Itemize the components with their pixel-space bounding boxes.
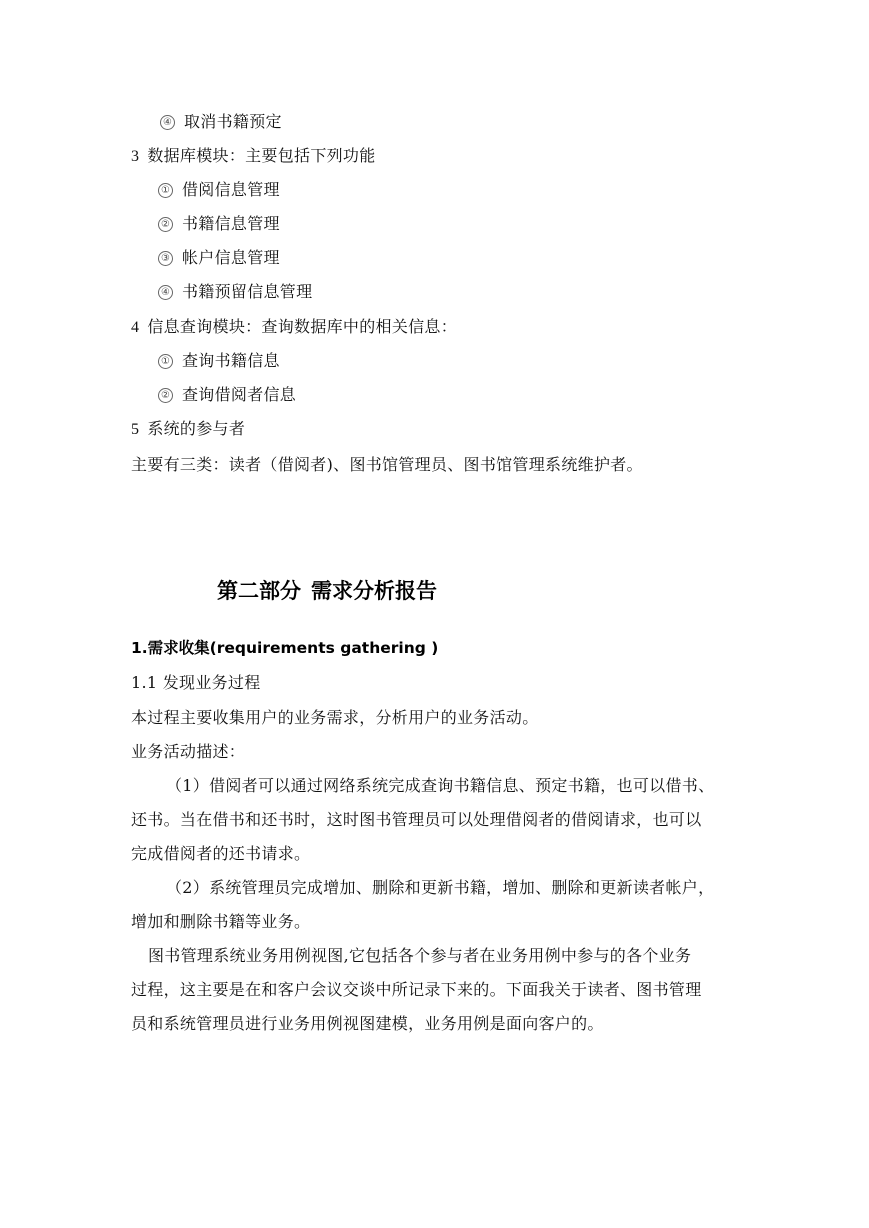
paragraph-line: 还书。当在借书和还书时，这时图书管理员可以处理借阅者的借阅请求，也可以 — [131, 810, 702, 829]
paragraph-line: 增加和删除书籍等业务。 — [131, 912, 311, 931]
section-heading-4 — [131, 317, 457, 338]
paragraph-line: （1）借阅者可以通过网络系统完成查询书籍信息、预定书籍，也可以借书、 — [166, 776, 715, 795]
section-title: 信息查询模块：查询数据库中的相关信息： — [147, 317, 458, 336]
part-label: 第二部分 — [217, 579, 301, 603]
list-item-text: 查询借阅者信息 — [182, 385, 297, 404]
paragraph-line: 图书管理系统业务用例视图,它包括各个参与者在业务用例中参与的各个业务 — [148, 946, 692, 965]
list-item — [160, 112, 282, 132]
list-item — [158, 282, 312, 302]
paragraph-line: 过程，这主要是在和客户会议交谈中所记录下来的。下面我关于读者、图书管理 — [131, 980, 702, 999]
sub-section-title: 1.1 发现业务过程 — [131, 673, 261, 692]
list-item-text: 查询书籍信息 — [182, 351, 280, 370]
circled-number-icon: ① — [158, 354, 173, 369]
circled-number-icon: ③ — [158, 251, 173, 266]
list-item-text: 借阅信息管理 — [182, 180, 280, 199]
paragraph-line: 完成借阅者的还书请求。 — [131, 844, 311, 863]
circled-number-icon: ④ — [158, 285, 173, 300]
section-heading-5 — [131, 419, 245, 440]
list-item — [158, 248, 280, 268]
list-item-text: 取消书籍预定 — [184, 112, 282, 131]
paragraph: 主要有三类：读者（借阅者)、图书馆管理员、图书馆管理系统维护者。 — [131, 455, 643, 474]
circled-number-icon: ② — [158, 217, 173, 232]
list-item — [158, 214, 280, 234]
list-item-text: 帐户信息管理 — [182, 248, 280, 267]
list-item-text: 书籍预留信息管理 — [182, 282, 313, 301]
paragraph: 本过程主要收集用户的业务需求，分析用户的业务活动。 — [131, 708, 539, 727]
section-title: 数据库模块：主要包括下列功能 — [147, 146, 376, 165]
circled-number-icon: ② — [158, 388, 173, 403]
circled-number-icon: ① — [158, 183, 173, 198]
section-title: 系统的参与者 — [147, 419, 246, 438]
paragraph-line: （2）系统管理员完成增加、删除和更新书籍，增加、删除和更新读者帐户， — [166, 878, 715, 897]
part-title: 需求分析报告 — [311, 579, 437, 603]
section-number: 4 — [131, 319, 140, 336]
subheading: 1.需求收集(requirements gathering ) — [131, 639, 439, 657]
list-item-text: 书籍信息管理 — [182, 214, 280, 233]
list-item — [158, 351, 280, 371]
section-number: 3 — [131, 148, 140, 165]
section-number: 5 — [131, 421, 140, 438]
list-item — [158, 180, 280, 200]
label: 业务活动描述： — [131, 742, 246, 761]
paragraph-line: 员和系统管理员进行业务用例视图建模，业务用例是面向客户的。 — [131, 1014, 604, 1033]
list-item — [158, 385, 296, 405]
page-title — [217, 578, 437, 604]
section-heading-3 — [131, 146, 376, 167]
circled-number-icon: ④ — [160, 115, 175, 130]
